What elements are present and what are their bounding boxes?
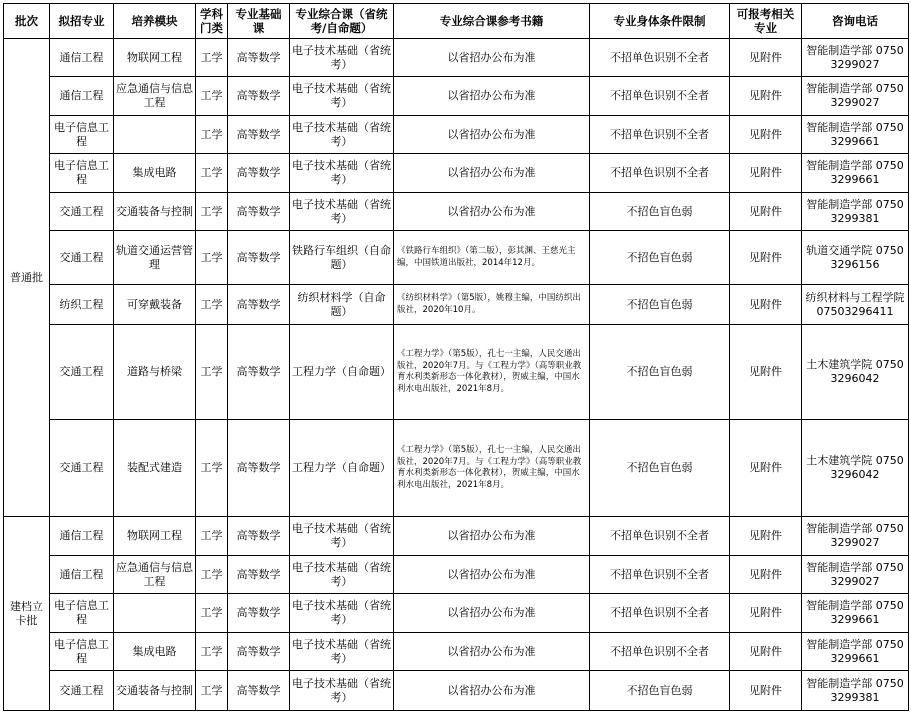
related-majors-cell: 见附件 xyxy=(730,39,802,77)
major-cell: 电子信息工程 xyxy=(50,154,114,193)
contact-cell: 智能制造学部 07503299661 xyxy=(802,116,909,154)
related-majors-cell: 见附件 xyxy=(730,420,802,517)
basic-course-cell: 高等数学 xyxy=(228,633,290,671)
category-cell: 工学 xyxy=(196,671,228,711)
physical-limit-cell: 不招单色识别不全者 xyxy=(590,116,730,154)
header-contact: 咨询电话 xyxy=(802,4,909,39)
basic-course-cell: 高等数学 xyxy=(228,556,290,594)
table-row xyxy=(4,285,909,325)
contact-cell: 智能制造学部 07503299027 xyxy=(802,556,909,594)
reference-books-cell: 以省招办公布为准 xyxy=(394,116,590,154)
module-cell: 物联网工程 xyxy=(114,39,196,77)
major-cell: 通信工程 xyxy=(50,556,114,594)
header-reference-books: 专业综合课参考书籍 xyxy=(394,4,590,39)
major-cell: 电子信息工程 xyxy=(50,116,114,154)
basic-course-cell: 高等数学 xyxy=(228,39,290,77)
reference-books-cell: 《铁路行车组织》（第二版），彭其渊、王慈光主编，中国铁道出版社，2014年12月。 xyxy=(394,231,590,285)
contact-cell: 智能制造学部 07503299027 xyxy=(802,517,909,556)
reference-books-cell: 《工程力学》（第5版），孔七一主编，人民交通出版社，2020年7月。与《工程力学》（高等职业教育水利类新形态一体化教材），贺威主编，中国水利水电出版社，2021年8月。 xyxy=(394,325,590,420)
table-row xyxy=(4,193,909,231)
contact-cell: 智能制造学部 07503299027 xyxy=(802,77,909,116)
module-cell: 可穿戴装备 xyxy=(114,285,196,325)
category-cell: 工学 xyxy=(196,39,228,77)
comprehensive-course-cell: 电子技术基础（省统考） xyxy=(290,517,394,556)
basic-course-cell: 高等数学 xyxy=(228,420,290,517)
basic-course-cell: 高等数学 xyxy=(228,77,290,116)
reference-books-cell: 《工程力学》（第5版），孔七一主编，人民交通出版社，2020年7月。与《工程力学》（高等职业教育水利类新形态一体化教材），贺威主编，中国水利水电出版社，2021年8月。 xyxy=(394,420,590,517)
category-cell: 工学 xyxy=(196,193,228,231)
physical-limit-cell: 不招单色识别不全者 xyxy=(590,39,730,77)
contact-cell: 智能制造学部 07503299661 xyxy=(802,154,909,193)
comprehensive-course-cell: 电子技术基础（省统考） xyxy=(290,116,394,154)
physical-limit-cell: 不招色盲色弱 xyxy=(590,325,730,420)
basic-course-cell: 高等数学 xyxy=(228,594,290,633)
table-row xyxy=(4,671,909,711)
physical-limit-cell: 不招色盲色弱 xyxy=(590,285,730,325)
category-cell: 工学 xyxy=(196,116,228,154)
major-cell: 通信工程 xyxy=(50,39,114,77)
category-cell: 工学 xyxy=(196,556,228,594)
contact-cell: 轨道交通学院 07503296156 xyxy=(802,231,909,285)
contact-cell: 土木建筑学院 07503296042 xyxy=(802,325,909,420)
related-majors-cell: 见附件 xyxy=(730,556,802,594)
table-row xyxy=(4,116,909,154)
related-majors-cell: 见附件 xyxy=(730,193,802,231)
physical-limit-cell: 不招色盲色弱 xyxy=(590,420,730,517)
table-row xyxy=(4,231,909,285)
header-major: 拟招专业 xyxy=(50,4,114,39)
reference-books-cell: 以省招办公布为准 xyxy=(394,556,590,594)
table-row xyxy=(4,420,909,517)
related-majors-cell: 见附件 xyxy=(730,325,802,420)
module-cell: 交通装备与控制 xyxy=(114,671,196,711)
table-row xyxy=(4,633,909,671)
major-cell: 交通工程 xyxy=(50,671,114,711)
module-cell: 交通装备与控制 xyxy=(114,193,196,231)
related-majors-cell: 见附件 xyxy=(730,517,802,556)
category-cell: 工学 xyxy=(196,77,228,116)
header-basic-course: 专业基础课 xyxy=(228,4,290,39)
module-cell: 轨道交通运营管理 xyxy=(114,231,196,285)
table-body xyxy=(4,39,909,711)
module-cell: 应急通信与信息工程 xyxy=(114,556,196,594)
related-majors-cell: 见附件 xyxy=(730,116,802,154)
comprehensive-course-cell: 电子技术基础（省统考） xyxy=(290,77,394,116)
comprehensive-course-cell: 电子技术基础（省统考） xyxy=(290,556,394,594)
basic-course-cell: 高等数学 xyxy=(228,671,290,711)
comprehensive-course-cell: 电子技术基础（省统考） xyxy=(290,671,394,711)
major-cell: 通信工程 xyxy=(50,77,114,116)
comprehensive-course-cell: 铁路行车组织（自命题） xyxy=(290,231,394,285)
table-row xyxy=(4,154,909,193)
physical-limit-cell: 不招单色识别不全者 xyxy=(590,556,730,594)
major-cell: 交通工程 xyxy=(50,325,114,420)
major-cell: 电子信息工程 xyxy=(50,633,114,671)
major-cell: 交通工程 xyxy=(50,231,114,285)
category-cell: 工学 xyxy=(196,633,228,671)
reference-books-cell: 以省招办公布为准 xyxy=(394,517,590,556)
reference-books-cell: 以省招办公布为准 xyxy=(394,77,590,116)
major-cell: 交通工程 xyxy=(50,193,114,231)
related-majors-cell: 见附件 xyxy=(730,154,802,193)
table-row xyxy=(4,517,909,556)
reference-books-cell: 以省招办公布为准 xyxy=(394,39,590,77)
header-physical-limit: 专业身体条件限制 xyxy=(590,4,730,39)
module-cell xyxy=(114,594,196,633)
physical-limit-cell: 不招单色识别不全者 xyxy=(590,594,730,633)
module-cell: 道路与桥梁 xyxy=(114,325,196,420)
related-majors-cell: 见附件 xyxy=(730,285,802,325)
physical-limit-cell: 不招色盲色弱 xyxy=(590,231,730,285)
header-related-majors: 可报考相关专业 xyxy=(730,4,802,39)
header-row xyxy=(4,4,909,39)
header-comprehensive-course: 专业综合课（省统考/自命题） xyxy=(290,4,394,39)
table-row xyxy=(4,556,909,594)
contact-cell: 智能制造学部 07503299027 xyxy=(802,39,909,77)
related-majors-cell: 见附件 xyxy=(730,77,802,116)
reference-books-cell: 以省招办公布为准 xyxy=(394,594,590,633)
comprehensive-course-cell: 电子技术基础（省统考） xyxy=(290,193,394,231)
reference-books-cell: 以省招办公布为准 xyxy=(394,193,590,231)
table-row xyxy=(4,77,909,116)
category-cell: 工学 xyxy=(196,285,228,325)
category-cell: 工学 xyxy=(196,325,228,420)
reference-books-cell: 以省招办公布为准 xyxy=(394,154,590,193)
contact-cell: 纺织材料与工程学院07503296411 xyxy=(802,285,909,325)
reference-books-cell: 以省招办公布为准 xyxy=(394,671,590,711)
major-cell: 交通工程 xyxy=(50,420,114,517)
header-category: 学科门类 xyxy=(196,4,228,39)
major-cell: 电子信息工程 xyxy=(50,594,114,633)
basic-course-cell: 高等数学 xyxy=(228,154,290,193)
batch-cell: 建档立卡批 xyxy=(4,517,50,711)
header-module: 培养模块 xyxy=(114,4,196,39)
basic-course-cell: 高等数学 xyxy=(228,116,290,154)
physical-limit-cell: 不招色盲色弱 xyxy=(590,193,730,231)
basic-course-cell: 高等数学 xyxy=(228,285,290,325)
reference-books-cell: 以省招办公布为准 xyxy=(394,633,590,671)
comprehensive-course-cell: 电子技术基础（省统考） xyxy=(290,594,394,633)
related-majors-cell: 见附件 xyxy=(730,671,802,711)
physical-limit-cell: 不招单色识别不全者 xyxy=(590,517,730,556)
related-majors-cell: 见附件 xyxy=(730,633,802,671)
contact-cell: 智能制造学部 07503299381 xyxy=(802,671,909,711)
module-cell xyxy=(114,116,196,154)
table-row xyxy=(4,325,909,420)
table-row xyxy=(4,39,909,77)
batch-cell: 普通批 xyxy=(4,39,50,517)
module-cell: 集成电路 xyxy=(114,154,196,193)
major-cell: 通信工程 xyxy=(50,517,114,556)
comprehensive-course-cell: 纺织材料学（自命题） xyxy=(290,285,394,325)
contact-cell: 土木建筑学院 07503296042 xyxy=(802,420,909,517)
contact-cell: 智能制造学部 07503299381 xyxy=(802,193,909,231)
comprehensive-course-cell: 工程力学（自命题） xyxy=(290,420,394,517)
category-cell: 工学 xyxy=(196,231,228,285)
related-majors-cell: 见附件 xyxy=(730,594,802,633)
table-row xyxy=(4,594,909,633)
physical-limit-cell: 不招单色识别不全者 xyxy=(590,633,730,671)
basic-course-cell: 高等数学 xyxy=(228,231,290,285)
module-cell: 应急通信与信息工程 xyxy=(114,77,196,116)
enrollment-table xyxy=(3,3,909,711)
physical-limit-cell: 不招单色识别不全者 xyxy=(590,154,730,193)
related-majors-cell: 见附件 xyxy=(730,231,802,285)
category-cell: 工学 xyxy=(196,420,228,517)
reference-books-cell: 《纺织材料学》（第5版），姚穆主编，中国纺织出版社，2020年10月。 xyxy=(394,285,590,325)
comprehensive-course-cell: 电子技术基础（省统考） xyxy=(290,154,394,193)
physical-limit-cell: 不招单色识别不全者 xyxy=(590,77,730,116)
basic-course-cell: 高等数学 xyxy=(228,325,290,420)
contact-cell: 智能制造学部 07503299661 xyxy=(802,594,909,633)
basic-course-cell: 高等数学 xyxy=(228,517,290,556)
major-cell: 纺织工程 xyxy=(50,285,114,325)
comprehensive-course-cell: 电子技术基础（省统考） xyxy=(290,39,394,77)
basic-course-cell: 高等数学 xyxy=(228,193,290,231)
contact-cell: 智能制造学部 07503299661 xyxy=(802,633,909,671)
header-batch: 批次 xyxy=(4,4,50,39)
physical-limit-cell: 不招色盲色弱 xyxy=(590,671,730,711)
comprehensive-course-cell: 工程力学（自命题） xyxy=(290,325,394,420)
category-cell: 工学 xyxy=(196,154,228,193)
module-cell: 装配式建造 xyxy=(114,420,196,517)
category-cell: 工学 xyxy=(196,517,228,556)
module-cell: 物联网工程 xyxy=(114,517,196,556)
category-cell: 工学 xyxy=(196,594,228,633)
comprehensive-course-cell: 电子技术基础（省统考） xyxy=(290,633,394,671)
module-cell: 集成电路 xyxy=(114,633,196,671)
